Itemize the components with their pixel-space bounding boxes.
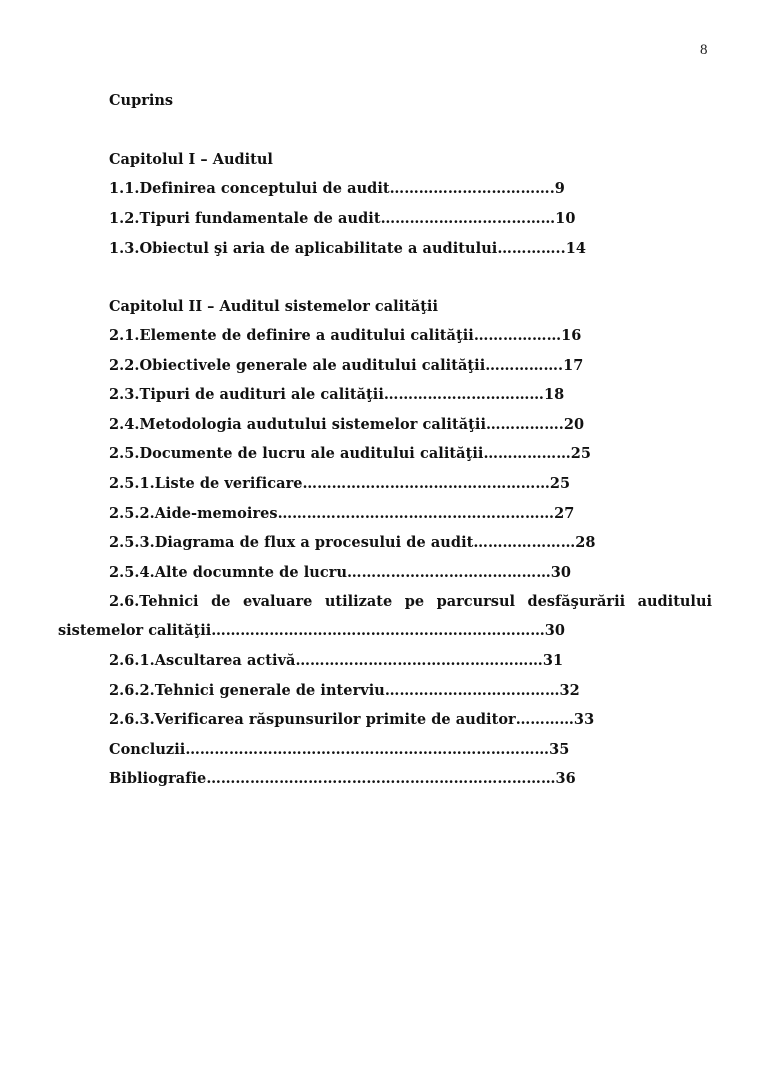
toc-entry-2-6-line2: sistemelor calităţii……………………………………………………………30 xyxy=(58,622,565,639)
toc-entry-1-3: 1.3.Obiectul şi aria de aplicabilitate a auditului…………..14 xyxy=(109,240,587,257)
toc-entry-2-6-3: 2.6.3.Verificarea răspunsurilor primite de auditor…………33 xyxy=(109,711,595,728)
toc-entry-2-5-2: 2.5.2.Aide-memoires…………………………………………………27 xyxy=(109,505,575,522)
toc-entry-1-1: 1.1.Definirea conceptului de audit…………………………….9 xyxy=(109,180,565,197)
toc-entry-2-5-4: 2.5.4.Alte documnte de lucru……………………………………30 xyxy=(109,564,572,581)
chapter-1-heading: Capitolul I – Auditul xyxy=(109,151,273,168)
toc-entry-2-1: 2.1.Elemente de definire a auditului calităţii………………16 xyxy=(109,327,582,344)
toc-entry-2-6-line1: 2.6.Tehnici de evaluare utilizate pe parcursul desfăşurării auditului xyxy=(109,593,712,610)
toc-entry-2-5-1: 2.5.1.Liste de verificare……………………………………………25 xyxy=(109,475,571,492)
toc-entry-2-6-1: 2.6.1.Ascultarea activă……………………………………………31 xyxy=(109,652,564,669)
toc-entry-2-3: 2.3.Tipuri de audituri ale calităţii……………………………18 xyxy=(109,386,565,403)
page-number: 8 xyxy=(700,42,708,58)
toc-entry-conclusions: Concluzii…………………………………………………………………35 xyxy=(109,741,570,758)
toc-entry-bibliography: Bibliografie………………………………………………………………36 xyxy=(109,770,576,787)
toc-entry-2-5: 2.5.Documente de lucru ale auditului calităţii………………25 xyxy=(109,445,592,462)
toc-entry-2-2: 2.2.Obiectivele generale ale auditului calităţii…………….17 xyxy=(109,357,584,374)
toc-entry-1-2: 1.2.Tipuri fundamentale de audit………………………………10 xyxy=(109,210,576,227)
chapter-2-heading: Capitolul II – Auditul sistemelor calităţii xyxy=(109,298,438,315)
toc-entry-2-6 xyxy=(58,593,712,639)
toc-entry-2-5-3: 2.5.3.Diagrama de flux a procesului de audit…………………28 xyxy=(109,534,596,551)
toc-entry-2-4: 2.4.Metodologia audutului sistemelor calităţii…………….20 xyxy=(109,416,585,433)
toc-title: Cuprins xyxy=(109,92,174,109)
toc-entry-2-6-2: 2.6.2.Tehnici generale de interviu………………………………32 xyxy=(109,682,580,699)
